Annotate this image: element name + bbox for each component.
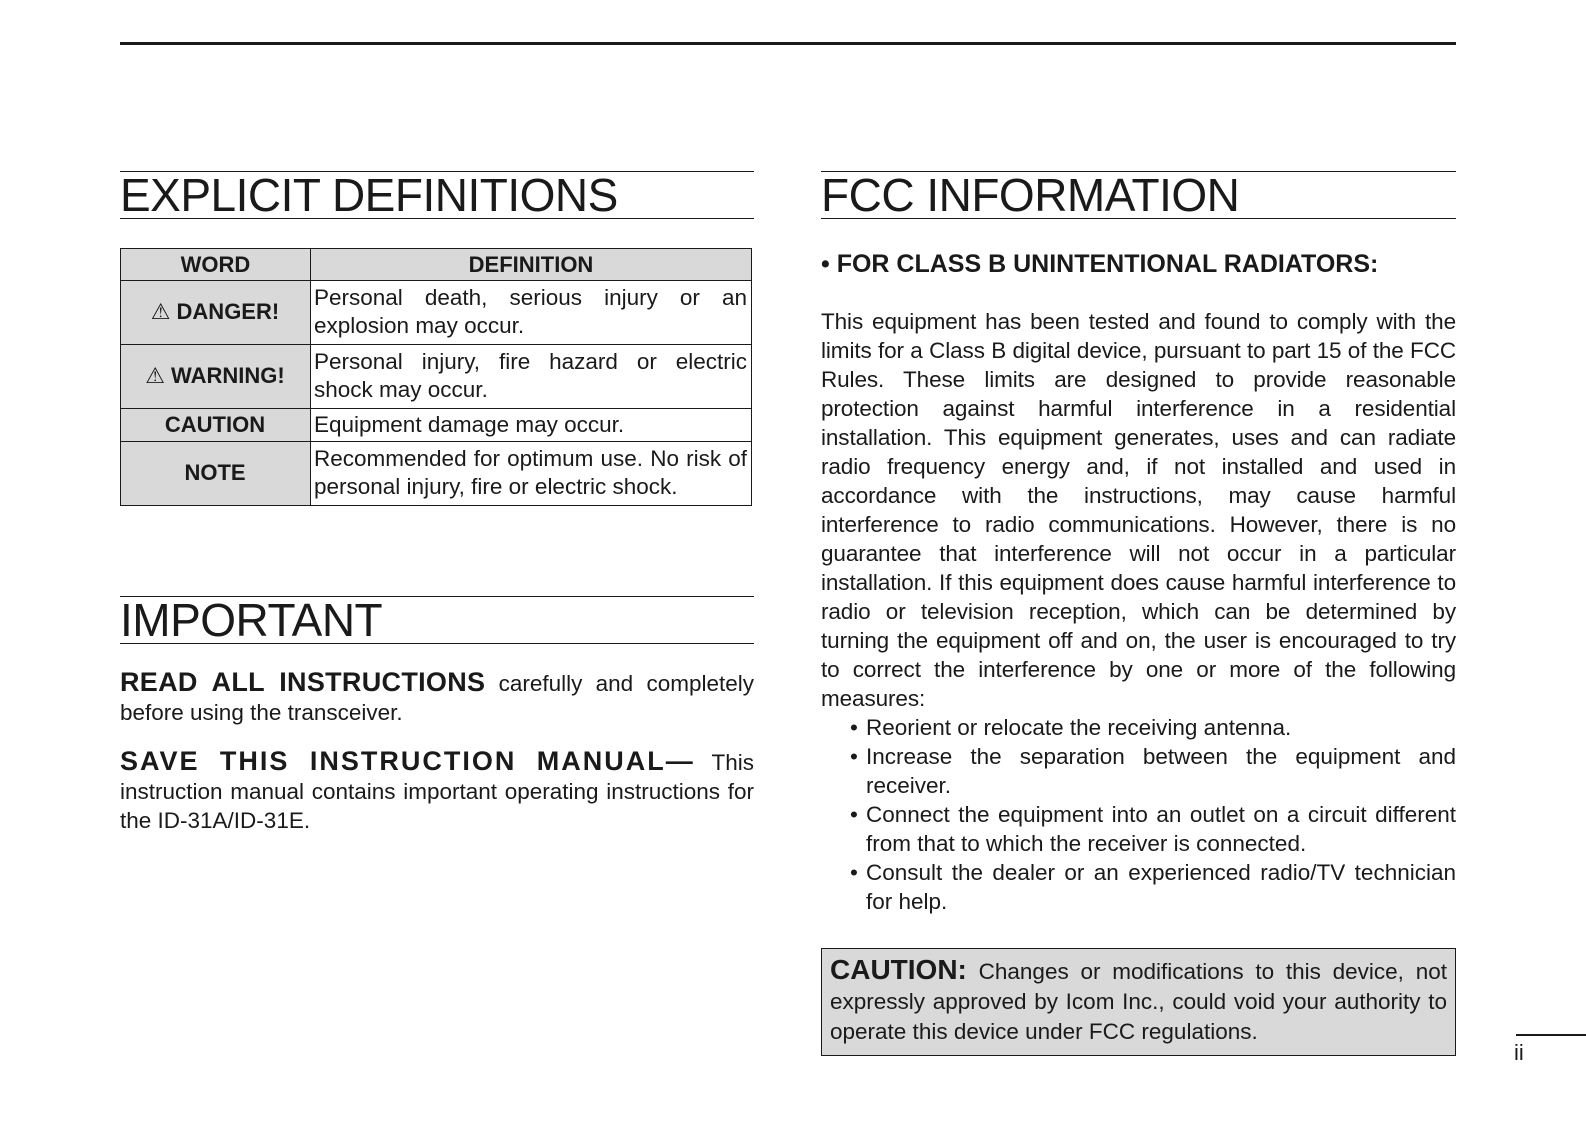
definition-column-header: DEFINITION xyxy=(311,249,752,281)
class-b-subheading: • FOR CLASS B UNINTENTIONAL RADIATORS: xyxy=(821,250,1379,278)
read-instructions-lead: READ ALL INSTRUCTIONS xyxy=(120,667,486,697)
word-column-header: WORD xyxy=(121,249,311,281)
list-item xyxy=(850,800,1456,858)
list-item-text: Connect the equipment into an outlet on a circuit different from that to which the receiver is connected. xyxy=(866,802,1456,856)
page-number-rule xyxy=(1516,1034,1586,1036)
list-item xyxy=(850,713,1456,742)
list-item xyxy=(850,858,1456,916)
right-column xyxy=(821,171,1456,1056)
word-cell xyxy=(121,281,311,345)
bullet-icon: • xyxy=(850,715,858,740)
fcc-caution-box xyxy=(821,948,1456,1056)
table-row xyxy=(121,409,752,442)
read-instructions-text: carefully and completely before using the transceiver. xyxy=(120,671,754,725)
definition-cell: Personal injury, fire hazard or electric shock may occur. xyxy=(311,345,752,409)
bullet-icon: • xyxy=(850,802,858,827)
explicit-definitions-title: EXPLICIT DEFINITIONS xyxy=(120,171,754,219)
definition-cell: Recommended for optimum use. No risk of personal injury, fire or electric shock. xyxy=(311,442,752,506)
table-row xyxy=(121,345,752,409)
table-row xyxy=(121,281,752,345)
save-manual-text: This instruction manual contains important operating instructions for the ID-31A/ID-31E. xyxy=(120,750,754,833)
list-item-text: Reorient or relocate the receiving antenna. xyxy=(866,715,1292,740)
fcc-information-title: FCC INFORMATION xyxy=(821,171,1456,219)
list-item-text: Consult the dealer or an experienced radio/TV technician for help. xyxy=(866,860,1456,914)
definition-cell: Personal death, serious injury or an explosion may occur. xyxy=(311,281,752,345)
warning-triangle-icon: ⚠ xyxy=(150,299,171,324)
save-manual-paragraph xyxy=(120,747,754,835)
caution-text: Changes or modifications to this device, not expressly approved by Icom Inc., could void your authority to operate this device under FCC regulations. xyxy=(830,959,1447,1044)
word-cell xyxy=(121,345,311,409)
save-manual-lead: SAVE THIS INSTRUCTION MANUAL— xyxy=(120,746,695,776)
header-rule xyxy=(120,42,1456,45)
list-item xyxy=(850,742,1456,800)
warning-triangle-icon: ⚠ xyxy=(145,363,166,388)
bullet-icon: • xyxy=(850,744,858,769)
definitions-header-row xyxy=(121,249,752,281)
word-label: DANGER! xyxy=(176,299,280,324)
word-cell xyxy=(121,442,311,506)
fcc-body-text: This equipment has been tested and found to comply with the limits for a Class B digital device, pursuant to part 15 of the FCC Rules. These limits are designed to provide reasonable protection against harmful interference in a residential installation. This equipment generates, uses and can radiate radio frequency energy and, if not installed and used in accordance with the instructions, may cause harmful interference to radio communications. However, there is no guarantee that interference will not occur in a particular installation. If this equipment does cause harmful interference to radio or television reception, which can be determined by turning the equipment off and on, the user is encouraged to try to correct the interference by one or more of the following measures: xyxy=(821,309,1456,711)
definitions-table xyxy=(120,248,752,506)
page-number: ii xyxy=(1514,1040,1524,1065)
left-column xyxy=(120,171,754,835)
bullet-icon: • xyxy=(850,860,858,885)
word-label: WARNING! xyxy=(171,363,285,388)
word-label: NOTE xyxy=(184,460,246,485)
caution-lead: CAUTION: xyxy=(830,954,967,985)
definition-cell: Equipment damage may occur. xyxy=(311,409,752,442)
word-cell xyxy=(121,409,311,442)
measures-list xyxy=(821,713,1456,916)
read-instructions-paragraph xyxy=(120,668,754,727)
list-item-text: Increase the separation between the equipment and receiver. xyxy=(866,744,1456,798)
important-title: IMPORTANT xyxy=(120,596,754,644)
important-section xyxy=(120,596,754,835)
word-label: CAUTION xyxy=(164,411,266,437)
table-row xyxy=(121,442,752,506)
